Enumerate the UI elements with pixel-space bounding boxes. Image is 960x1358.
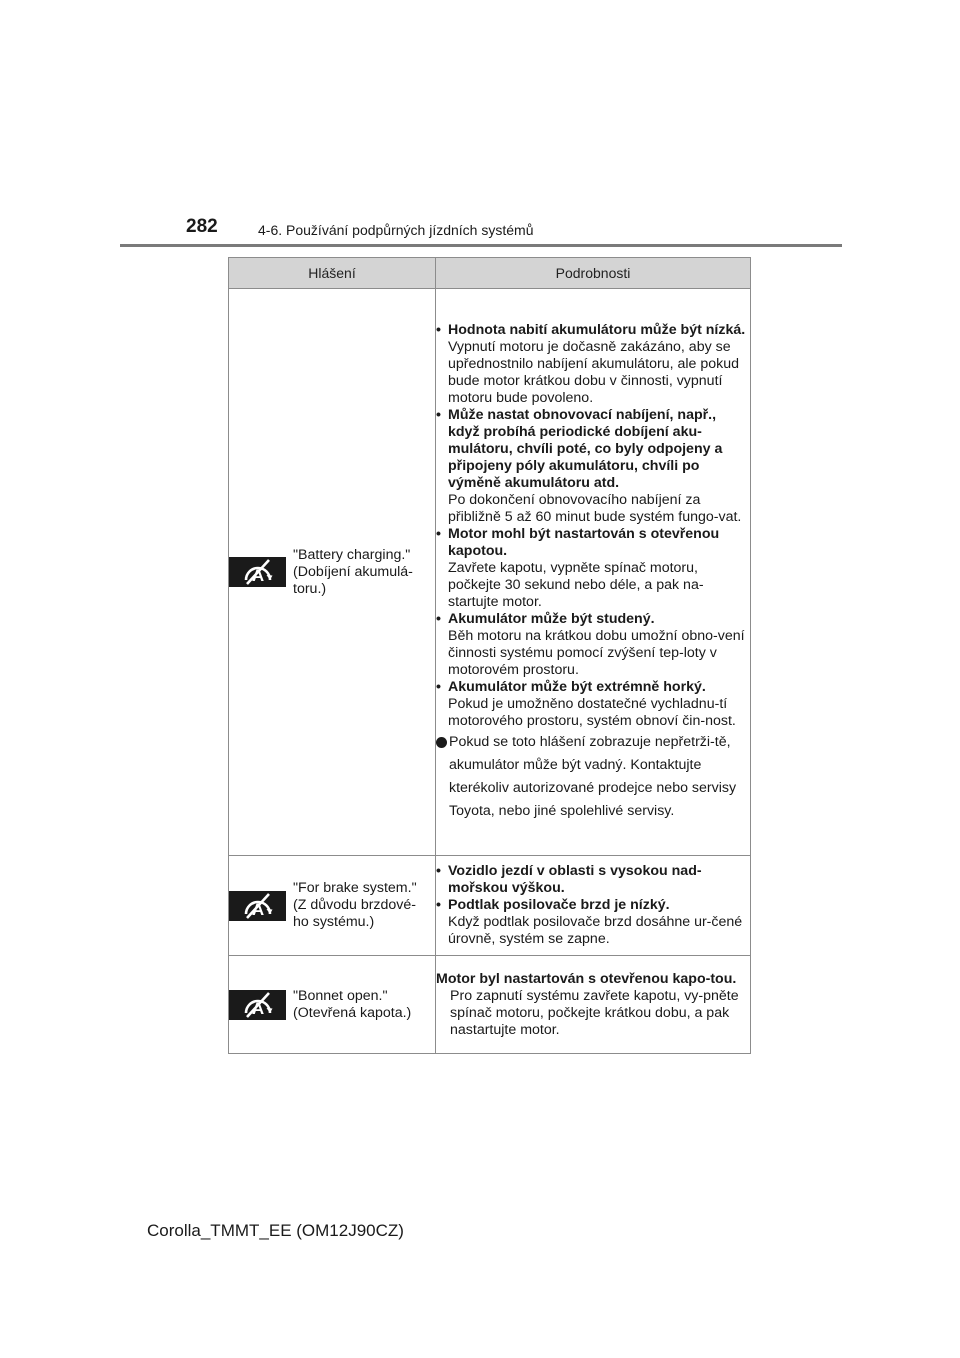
detail-item: • Akumulátor může být studený. Běh motoru na krátkou dobu umožní obno-vení činnosti systému pomocí zvýšení tep-loty v motorovém prostoru. <box>436 611 750 679</box>
column-header-details: Podrobnosti <box>436 258 751 289</box>
detail-heading: Akumulátor může být studený. <box>448 610 655 627</box>
svg-text:A: A <box>251 998 264 1018</box>
detail-heading: Motor mohl být nastartován s otevřenou kapotou. <box>448 525 720 559</box>
detail-heading: Může nastat obnovovací nabíjení, např., když probíhá periodické dobíjení aku-mulátoru, chvíli poté, co byly odpojeny a připojeny póly akumulátoru, chvíli po výměně akumulátoru atd. <box>448 406 723 491</box>
detail-body: Pro zapnutí systému zavřete kapotu, vy-pněte spínač motoru, počkejte krátkou dobu, a pak nastartujte motor. <box>450 987 739 1038</box>
detail-item: • Může nastat obnovovací nabíjení, např., když probíhá periodické dobíjení aku-mulátoru, chvíli poté, co byly odpojeny a připojeny póly akumulátoru, chvíli po výměně akumulátoru atd. Po dokončení obnovovacího nabíjení za přibližně 5 až 60 minut bude systém fungo-vat. <box>436 407 750 526</box>
message-text: "For brake system." (Z důvodu brzdové- ho systému.) <box>293 880 417 930</box>
header-rule <box>120 244 842 247</box>
auto-start-stop-crossed-icon <box>229 557 286 587</box>
table-header-row <box>229 258 751 289</box>
message-text: "Bonnet open." (Otevřená kapota.) <box>293 987 412 1021</box>
table-row <box>229 956 751 1054</box>
detail-heading: Akumulátor může být extrémně horký. <box>448 678 706 695</box>
detail-item: • Motor mohl být nastartován s otevřenou kapotou. Zavřete kapotu, vypněte spínač motoru, počkejte 30 sekund nebo déle, a pak na-startujte motor. <box>436 526 750 611</box>
detail-heading: Hodnota nabití akumulátoru může být nízká. <box>448 321 746 338</box>
detail-item: • Hodnota nabití akumulátoru může být nízká. Vypnutí motoru je dočasně zakázáno, aby se upřednostnilo nabíjení akumulátoru, ale pokud bude motor krátkou dobu v činnosti, vypnutí motoru bude povoleno. <box>436 322 750 407</box>
message-cell <box>229 289 436 856</box>
detail-body: Běh motoru na krátkou dobu umožní obno-vení činnosti systému pomocí zvýšení tep-loty v motorovém prostoru. <box>448 627 745 678</box>
detail-item: • Akumulátor může být extrémně horký. Pokud je umožněno dostatečné vychladnu-tí motorového prostoru, systém obnoví čin-nost. <box>436 679 750 730</box>
svg-text:A: A <box>251 899 264 919</box>
detail-heading: Motor byl nastartován s otevřenou kapo-tou. <box>436 970 737 987</box>
table-row <box>229 856 751 956</box>
detail-heading: Vozidlo jezdí v oblasti s vysokou nad-mořskou výškou. <box>448 863 702 896</box>
message-text: "Battery charging." (Dobíjení akumulá- toru.) <box>293 546 413 597</box>
svg-text:A: A <box>251 566 264 585</box>
page-number: 282 <box>186 216 218 237</box>
detail-body: Zavřete kapotu, vypněte spínač motoru, počkejte 30 sekund nebo déle, a pak na-startujte motor. <box>448 559 704 610</box>
message-cell <box>229 856 436 956</box>
message-cell <box>229 956 436 1054</box>
details-cell <box>436 289 751 856</box>
footer-model-code: Corolla_TMMT_EE (OM12J90CZ) <box>147 1221 404 1240</box>
detail-body: Když podtlak posilovače brzd dosáhne ur-čené úrovně, systém se zapne. <box>448 914 743 947</box>
detail-body: Vypnutí motoru je dočasně zakázáno, aby se upřednostnilo nabíjení akumulátoru, ale pokud bude motor krátkou dobu v činnosti, vypnutí motoru bude povoleno. <box>448 338 740 406</box>
detail-body: Pokud je umožněno dostatečné vychladnu-tí motorového prostoru, systém obnoví čin-nost. <box>448 695 736 729</box>
table-row <box>229 289 751 856</box>
messages-table <box>228 257 751 1054</box>
bullet-dot-icon <box>436 737 447 748</box>
note-item <box>436 731 750 823</box>
auto-start-stop-crossed-icon <box>229 990 286 1020</box>
detail-item: • Vozidlo jezdí v oblasti s vysokou nad-mořskou výškou. <box>436 863 702 896</box>
detail-item: • Podtlak posilovače brzd je nízký. Když podtlak posilovače brzd dosáhne ur-čené úrovně, systém se zapne. <box>436 897 750 948</box>
details-cell <box>436 856 751 956</box>
column-header-message: Hlášení <box>229 258 436 289</box>
auto-start-stop-crossed-icon <box>229 891 286 921</box>
detail-heading: Podtlak posilovače brzd je nízký. <box>448 897 670 913</box>
section-title: 4-6. Používání podpůrných jízdních systémů <box>258 222 534 238</box>
note-text: Pokud se toto hlášení zobrazuje nepřetrži-tě, akumulátor může být vadný. Kontaktujte kterékoliv autorizované prodejce nebo servisy Toyota, nebo jiné spolehlivé servisy. <box>449 733 737 819</box>
detail-body: Po dokončení obnovovacího nabíjení za přibližně 5 až 60 minut bude systém fungo-vat. <box>448 491 742 525</box>
details-cell <box>436 956 751 1054</box>
